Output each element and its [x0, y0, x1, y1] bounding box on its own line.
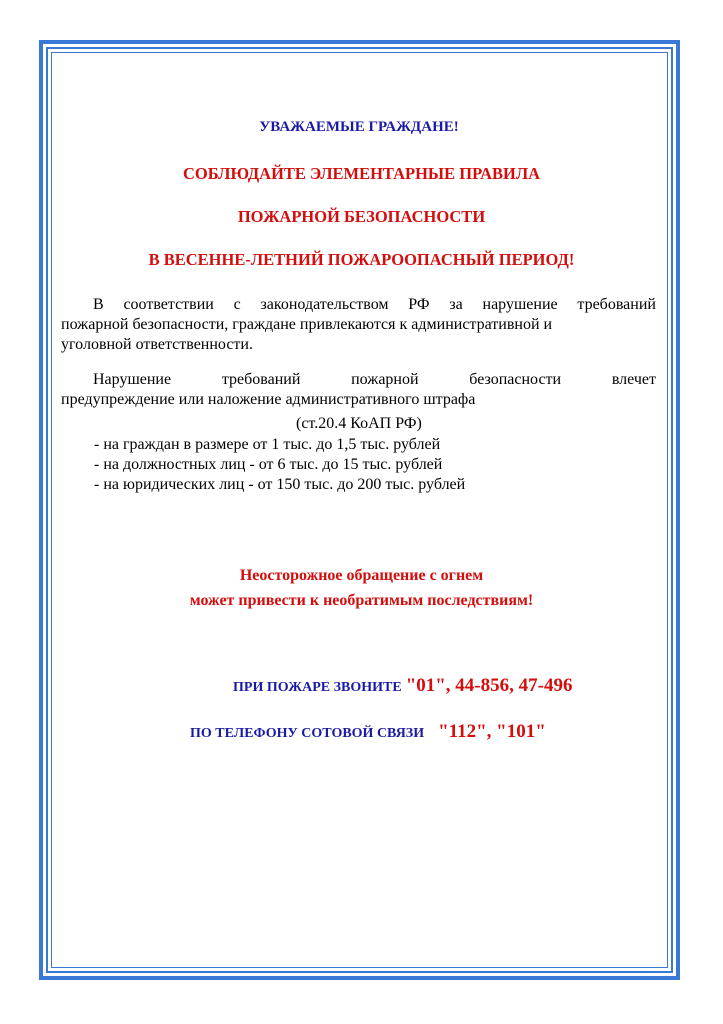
word: требований: [577, 296, 656, 313]
paragraph-legal: [61, 295, 656, 355]
paragraph-fines: [61, 370, 656, 410]
word: безопасности: [469, 371, 562, 388]
mobile-call-line: [190, 721, 546, 743]
fine-item-legal-entities: - на юридических лиц - от 150 тыс. до 200 тыс. рублей: [94, 476, 466, 493]
greeting-heading: УВАЖАЕМЫЕ ГРАЖДАНЕ!: [259, 119, 459, 135]
fine-item-citizens: - на граждан в размере от 1 тыс. до 1,5 тыс. рублей: [94, 436, 441, 453]
paragraph-fines-line-2: предупреждение или наложение административного штрафа: [61, 391, 476, 408]
inner-border: [51, 52, 668, 968]
word: влечет: [611, 371, 656, 388]
mobile-call-numbers: "112", "101": [438, 721, 546, 742]
article-reference: (ст.20.4 КоАП РФ): [296, 415, 422, 432]
warning-line-2: может привести к необратимым последствиям!: [189, 592, 534, 609]
word: соответствии: [123, 296, 214, 313]
word: РФ: [408, 296, 430, 313]
title-line-3: В ВЕСЕННЕ-ЛЕТНИЙ ПОЖАРООПАСНЫЙ ПЕРИОД!: [148, 250, 575, 269]
word: с: [233, 296, 241, 313]
paragraph-fines-line-1: [61, 370, 656, 390]
warning-message: [0, 563, 723, 613]
warning-line-1: Неосторожное обращение с огнем: [239, 567, 484, 584]
mobile-call-label: ПО ТЕЛЕФОНУ СОТОВОЙ СВЯЗИ: [190, 726, 425, 741]
word: требований: [221, 371, 301, 388]
word: нарушение: [482, 296, 558, 313]
paragraph-legal-line-2: пожарной безопасности, граждане привлекаются к административной и: [61, 316, 553, 333]
paragraph-legal-line-1: [61, 295, 656, 315]
title-line-2: ПОЖАРНОЙ БЕЗОПАСНОСТИ: [237, 207, 486, 226]
title-line-1: СОБЛЮДАЙТЕ ЭЛЕМЕНТАРНЫЕ ПРАВИЛА: [182, 164, 541, 183]
fines-list: [94, 435, 465, 495]
word: В: [93, 296, 104, 313]
word: законодательством: [260, 296, 389, 313]
word: пожарной: [351, 371, 419, 388]
fire-call-line: [233, 675, 572, 697]
paragraph-legal-line-3: уголовной ответственности.: [61, 336, 253, 353]
fine-item-officials: - на должностных лиц - от 6 тыс. до 15 тыс. рублей: [94, 456, 443, 473]
fire-call-numbers: "01", 44-856, 47-496: [405, 675, 573, 696]
word: за: [449, 296, 463, 313]
fire-call-label: ПРИ ПОЖАРЕ ЗВОНИТЕ: [233, 680, 402, 695]
word: Нарушение: [93, 371, 172, 388]
